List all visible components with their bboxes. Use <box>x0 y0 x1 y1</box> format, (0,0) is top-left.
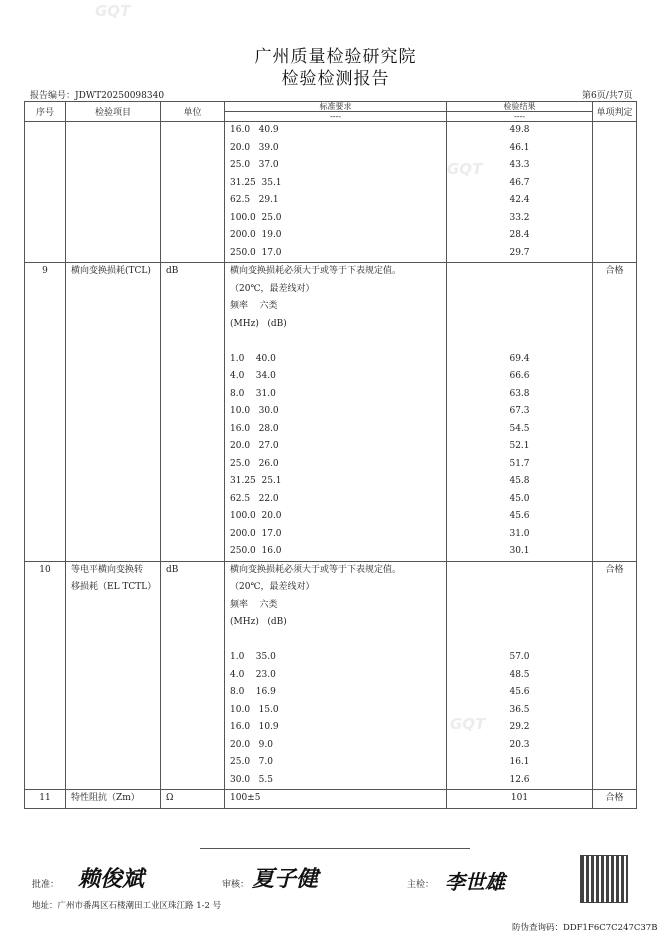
result-value: 57.0 <box>509 652 530 662</box>
item-name: 横向变换损耗(TCL) <box>71 266 151 276</box>
approver-label: 批准： <box>32 880 60 890</box>
result-value: 42.4 <box>509 195 530 205</box>
report-table <box>24 101 637 809</box>
unit-cell <box>161 122 225 263</box>
result-value: 31.0 <box>509 528 530 539</box>
item-name: 特性阻抗（Zm） <box>71 793 140 803</box>
result-value: 51.7 <box>509 458 530 469</box>
result-value: 49.8 <box>509 125 530 135</box>
req-line: 频率 六类 <box>230 301 278 311</box>
watermark: GQT <box>95 2 131 20</box>
standard-cell <box>225 790 447 809</box>
result-value: 29.2 <box>509 722 530 732</box>
header-result-dashes: ---- <box>514 112 525 121</box>
req-line: (MHz) (dB) <box>230 617 287 627</box>
result-cell <box>447 561 593 790</box>
std-line: 200.0 19.0 <box>230 230 282 240</box>
result-value: 46.1 <box>509 142 530 153</box>
std-line: 20.0 39.0 <box>230 142 279 153</box>
item-cell <box>66 561 161 790</box>
unit-value: dB <box>166 266 179 276</box>
result-cell <box>447 790 593 809</box>
table-row <box>25 122 637 263</box>
seq-value: 11 <box>39 793 51 803</box>
result-value: 16.1 <box>509 757 530 767</box>
std-line: 8.0 16.9 <box>230 687 276 697</box>
std-line: 30.0 5.5 <box>230 774 273 785</box>
header-standard <box>225 102 447 122</box>
page-info: 第6页/共7页 <box>582 91 633 101</box>
unit-cell <box>161 790 225 809</box>
header-standard-label: 标准要求 <box>225 102 446 112</box>
unit-value: Ω <box>166 793 174 803</box>
item-cell <box>66 122 161 263</box>
address: 地址：广州市番禺区石楼潮田工业区珠江路 1-2 号 <box>32 901 222 911</box>
seq-cell <box>25 561 66 790</box>
result-value: 52.1 <box>509 441 530 451</box>
std-line: 10.0 30.0 <box>230 406 279 416</box>
approver-signature: 赖俊斌 <box>78 866 145 892</box>
std-line: 20.0 27.0 <box>230 441 279 451</box>
header-item: 检验项目 <box>66 102 161 122</box>
result-value: 66.6 <box>509 371 530 381</box>
req-line: (MHz) (dB) <box>230 318 287 329</box>
unit-cell <box>161 263 225 562</box>
report-number: 报告编号：JDWT20250098340 <box>30 91 165 101</box>
std-line: 100.0 20.0 <box>230 511 282 521</box>
verdict-value: 合格 <box>605 266 624 276</box>
std-line: 20.0 9.0 <box>230 739 273 750</box>
inspector-label: 主检： <box>407 880 435 890</box>
verdict-cell <box>593 263 637 562</box>
footer-divider <box>200 848 470 849</box>
std-line: 4.0 23.0 <box>230 669 276 680</box>
result-value: 46.7 <box>509 177 530 188</box>
standard-cell <box>225 263 447 562</box>
result-cell <box>447 263 593 562</box>
result-value: 30.1 <box>509 546 530 556</box>
table-row <box>25 561 637 790</box>
std-line: 100.0 25.0 <box>230 212 282 223</box>
result-value: 63.8 <box>509 388 530 399</box>
standard-cell <box>225 561 447 790</box>
inspector-signature: 李世雄 <box>445 870 505 894</box>
watermark: GQT <box>447 160 483 178</box>
std-line: 10.0 15.0 <box>230 704 279 715</box>
result-cell <box>447 122 593 263</box>
req-line: （20℃，最差线对） <box>230 283 315 294</box>
std-line: 250.0 17.0 <box>230 247 282 258</box>
std-line: 31.25 25.1 <box>230 476 282 486</box>
item-cell <box>66 790 161 809</box>
result-value: 28.4 <box>509 230 530 240</box>
header-seq: 序号 <box>25 102 66 122</box>
header-result <box>447 102 593 122</box>
header-standard-dashes: ---- <box>330 112 341 121</box>
result-value: 20.3 <box>509 739 530 750</box>
result-value: 36.5 <box>509 704 530 715</box>
req-line: 100±5 <box>230 793 261 803</box>
std-line: 4.0 34.0 <box>230 371 276 381</box>
result-value: 29.7 <box>509 247 530 258</box>
result-value: 33.2 <box>509 212 530 223</box>
std-line: 25.0 37.0 <box>230 160 279 170</box>
result-value: 45.0 <box>509 493 530 504</box>
header-verdict: 单项判定 <box>593 102 637 122</box>
req-line: （20℃，最差线对） <box>230 582 315 592</box>
result-value: 48.5 <box>509 669 530 680</box>
item-name: 移损耗（EL TCTL） <box>71 582 157 592</box>
req-line: 横向变换损耗必须大于或等于下表规定值。 <box>230 266 402 276</box>
std-line: 16.0 28.0 <box>230 423 279 434</box>
result-value: 45.8 <box>509 476 530 486</box>
std-line: 62.5 22.0 <box>230 493 279 504</box>
verdict-cell <box>593 561 637 790</box>
seq-cell <box>25 790 66 809</box>
qr-code <box>580 855 628 903</box>
anti-fake-code: 防伪查询码：DDF1F6C7C247C37B <box>512 923 658 933</box>
table-row <box>25 263 637 562</box>
std-line: 8.0 31.0 <box>230 388 276 399</box>
reviewer-signature: 夏子健 <box>252 866 319 892</box>
watermark: GQT <box>450 715 486 733</box>
result-value: 67.3 <box>509 406 530 416</box>
seq-cell <box>25 122 66 263</box>
std-line: 25.0 26.0 <box>230 458 279 469</box>
result-value: 69.4 <box>509 353 530 364</box>
verdict-value: 合格 <box>605 564 624 575</box>
header-result-label: 检验结果 <box>447 102 592 112</box>
seq-cell <box>25 263 66 562</box>
result-value: 45.6 <box>509 687 530 697</box>
result-value: 101 <box>510 793 529 803</box>
table-header-row <box>25 102 637 122</box>
header-unit: 单位 <box>161 102 225 122</box>
verdict-value: 合格 <box>605 793 624 803</box>
std-line: 16.0 10.9 <box>230 722 279 732</box>
req-line: 横向变换损耗必须大于或等于下表规定值。 <box>230 564 402 575</box>
std-line: 200.0 17.0 <box>230 528 282 539</box>
verdict-cell <box>593 122 637 263</box>
std-line: 25.0 7.0 <box>230 757 273 767</box>
result-value: 54.5 <box>509 423 530 434</box>
report-title: 检验检测报告 <box>281 69 390 89</box>
std-line: 16.0 40.9 <box>230 125 279 135</box>
seq-value: 9 <box>42 266 48 276</box>
unit-value: dB <box>166 564 179 575</box>
std-line: 250.0 16.0 <box>230 546 282 556</box>
std-line: 62.5 29.1 <box>230 195 279 205</box>
item-cell <box>66 263 161 562</box>
unit-cell <box>161 561 225 790</box>
result-value: 45.6 <box>509 511 530 521</box>
std-line: 1.0 40.0 <box>230 353 276 364</box>
standard-cell <box>225 122 447 263</box>
seq-value: 10 <box>39 564 51 575</box>
std-line: 31.25 35.1 <box>230 177 282 188</box>
result-value: 43.3 <box>509 160 530 170</box>
institute-title: 广州质量检验研究院 <box>254 47 417 67</box>
result-value: 12.6 <box>509 774 530 785</box>
req-line: 频率 六类 <box>230 599 278 610</box>
std-line: 1.0 35.0 <box>230 652 276 662</box>
verdict-cell <box>593 790 637 809</box>
item-name: 等电平横向变换转 <box>71 564 144 575</box>
reviewer-label: 审核： <box>222 880 250 890</box>
table-row <box>25 790 637 809</box>
